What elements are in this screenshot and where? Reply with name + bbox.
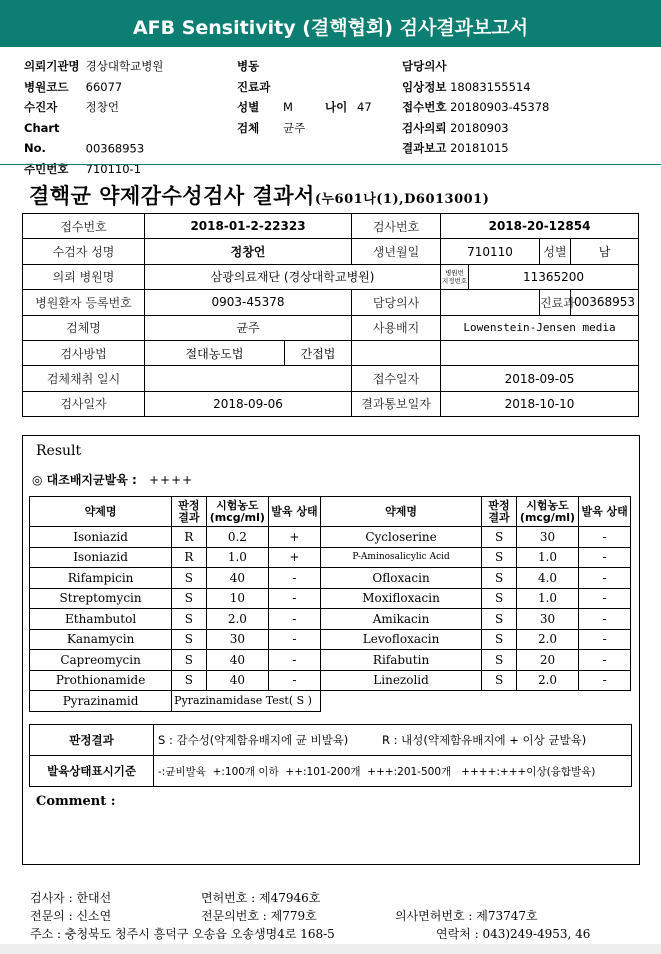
- patient-form-table: [22, 213, 639, 417]
- header-judg-left: 판정 결과: [172, 497, 206, 527]
- growth-right: -: [579, 568, 631, 589]
- sex-label: 성별: [237, 100, 260, 114]
- hospital-number-label: [441, 264, 469, 289]
- legend-table: [29, 724, 632, 787]
- footer-line-1: [30, 889, 111, 906]
- drug-row: [30, 629, 631, 650]
- drug-left: Ethambutol: [30, 609, 172, 630]
- footer-tester: 검사자 : 한대선: [30, 891, 112, 905]
- drug-left: Rifampicin: [30, 568, 172, 589]
- drug-row: [30, 568, 631, 589]
- susceptibility-table: [29, 496, 631, 712]
- bottom-band: [0, 944, 661, 954]
- dept-label: 진료과: [540, 290, 571, 315]
- judg-right: S: [482, 588, 516, 609]
- footer-specialist-no: 전문의번호 : 제779호: [201, 909, 317, 923]
- legend-growth-text: -:균비발육 +:100개 이하 ++:101-200개 +++:201-500개 ++++:+++이상(융합발육): [154, 756, 632, 787]
- age-label: 나이: [325, 100, 348, 114]
- judg-left: S: [172, 568, 206, 589]
- doctor-label: 담당의사: [402, 59, 447, 73]
- test-no-label: 검사번호: [352, 214, 441, 239]
- receipt-no-label: 접수번호: [23, 214, 145, 239]
- specimen-value: 균주: [283, 120, 306, 135]
- patient-value: 정창언: [85, 100, 119, 114]
- drug-row: [30, 609, 631, 630]
- conc-left: 40: [206, 568, 268, 589]
- judg-right: S: [482, 650, 516, 671]
- judg-left: S: [172, 588, 206, 609]
- specimen-label: 검체명: [23, 315, 145, 340]
- age-value: 47: [357, 100, 372, 114]
- conc-left: 30: [206, 629, 268, 650]
- conc-left: 1.0: [206, 547, 268, 568]
- legend-judg-label: 판정결과: [30, 725, 154, 756]
- report-value: 20181015: [450, 141, 509, 155]
- drug-left: Isoniazid: [30, 547, 172, 568]
- growth-right: -: [579, 588, 631, 609]
- specimen-value: 균주: [145, 315, 352, 340]
- legend-judg-r: R : 내성(약제함유배지에 + 이상 균발육): [381, 733, 587, 747]
- hospital-label: 의뢰 병원명: [23, 264, 145, 289]
- control-growth-label: ◎ 대조배지균발육 :: [32, 473, 137, 487]
- conc-right: 4.0: [516, 568, 578, 589]
- drug-row: [30, 670, 631, 691]
- specimen-label: 검체: [237, 120, 260, 135]
- comment-label: Comment :: [36, 794, 116, 809]
- collect-label: 검체채취 일시: [23, 366, 145, 391]
- judg-right: S: [482, 629, 516, 650]
- drug-left: Isoniazid: [30, 527, 172, 548]
- drug-left: Prothionamide: [30, 670, 172, 691]
- judg-left: S: [172, 650, 206, 671]
- conc-left: 10: [206, 588, 268, 609]
- growth-left: -: [269, 650, 321, 671]
- received-label: 접수일자: [352, 366, 441, 391]
- growth-right: -: [579, 547, 631, 568]
- header-growth-left: 발육 상태: [269, 497, 321, 527]
- request-value: 20180903: [450, 120, 509, 135]
- footer-specialist: 전문의 : 신소연: [30, 909, 112, 923]
- hospital-value: 삼광의료재단 (경상대학교병원): [145, 264, 441, 289]
- name-label: 수검자 성명: [23, 239, 145, 264]
- judg-left: R: [172, 527, 206, 548]
- judg-right: S: [482, 670, 516, 691]
- judg-left: S: [172, 670, 206, 691]
- medium-label: 사용배지: [352, 315, 441, 340]
- tested-label: 검사일자: [23, 391, 145, 416]
- sex-value: 남: [571, 239, 639, 264]
- conc-right: 1.0: [516, 547, 578, 568]
- patient-info-right: [402, 56, 549, 159]
- conc-left: 2.0: [206, 609, 268, 630]
- judg-left: S: [172, 629, 206, 650]
- drug-row: [30, 588, 631, 609]
- tested-value: 2018-09-06: [145, 391, 352, 416]
- growth-left: -: [269, 670, 321, 691]
- legend-judg-s: S : 감수성(약제함유배지에 균 비발육): [158, 733, 349, 747]
- ward-label: 병동: [237, 59, 260, 73]
- sex-value: M: [283, 100, 293, 114]
- report-label: 결과보고: [402, 141, 447, 155]
- conc-left: 40: [206, 670, 268, 691]
- drug-right: Rifabutin: [320, 650, 482, 671]
- dept-value: 00368953: [571, 290, 639, 315]
- growth-right: -: [579, 670, 631, 691]
- report-header-title: AFB Sensitivity (결핵협회) 검사결과보고서: [132, 17, 529, 39]
- footer-license: 면허번호 : 제47946호: [201, 891, 321, 905]
- patient-info-left: [24, 56, 163, 179]
- hospital-number-label-2: 지정번호: [441, 276, 468, 285]
- header-drug-right: 약제명: [320, 497, 482, 527]
- legend-judg-text: [154, 725, 632, 756]
- pza-blank: [320, 691, 630, 712]
- drug-row: [30, 650, 631, 671]
- drug-right: Linezolid: [320, 670, 482, 691]
- conc-right: 30: [516, 609, 578, 630]
- drug-left: Streptomycin: [30, 588, 172, 609]
- medium-value: Lowenstein-Jensen media: [441, 315, 639, 340]
- drug-left: Kanamycin: [30, 629, 172, 650]
- drug-row: [30, 547, 631, 568]
- growth-left: -: [269, 568, 321, 589]
- drug-right: P-Aminosalicylic Acid: [320, 547, 482, 568]
- request-label: 검사의뢰: [402, 120, 447, 135]
- doctor-value: [441, 290, 540, 315]
- sex-label: 성별: [540, 239, 571, 264]
- hospital-label: 의뢰기관명: [24, 59, 80, 73]
- conc-right: 20: [516, 650, 578, 671]
- growth-right: -: [579, 650, 631, 671]
- clinical-value: 18083155514: [450, 79, 531, 94]
- header-conc-right: 시험농도 (mcg/ml): [516, 497, 578, 527]
- divider: [0, 164, 661, 165]
- conc-right: 2.0: [516, 670, 578, 691]
- footer-doctor-license: 의사면허번호 : 제73747호: [395, 909, 538, 923]
- hospital-value: 경상대학교병원: [85, 59, 164, 73]
- growth-left: +: [269, 527, 321, 548]
- conc-right: 2.0: [516, 629, 578, 650]
- growth-right: -: [579, 609, 631, 630]
- report-title: [29, 180, 489, 210]
- header-judg-right: 판정 결과: [482, 497, 516, 527]
- drug-right: Amikacin: [320, 609, 482, 630]
- judg-right: S: [482, 609, 516, 630]
- header-conc-left: 시험농도 (mcg/ml): [206, 497, 268, 527]
- name-value: 정창언: [145, 239, 352, 264]
- method-extra: [441, 340, 639, 365]
- hospital-number-value: 11365200: [469, 264, 639, 289]
- accession-label: 접수번호: [402, 100, 447, 114]
- judg-left: S: [172, 609, 206, 630]
- conc-left: 0.2: [206, 527, 268, 548]
- method-blank: [352, 340, 441, 365]
- dob-value: 710110: [441, 239, 540, 264]
- collect-value: [145, 366, 352, 391]
- hospcode-value: 66077: [85, 79, 123, 94]
- clinical-label: 임상정보: [402, 79, 447, 94]
- rrn-value: 710110-1: [85, 161, 142, 176]
- growth-right: -: [579, 629, 631, 650]
- doctor-label: 담당의사: [352, 290, 441, 315]
- control-growth: [32, 471, 193, 488]
- judg-left: R: [172, 547, 206, 568]
- conc-left: 40: [206, 650, 268, 671]
- hospcode-label: 병원코드: [24, 79, 69, 94]
- growth-left: -: [269, 609, 321, 630]
- growth-left: -: [269, 588, 321, 609]
- chart-value: 00368953: [85, 141, 145, 155]
- notify-value: 2018-10-10: [441, 391, 639, 416]
- report-title-main: 결핵균 약제감수성검사 결과서: [29, 183, 315, 208]
- drug-right: Levofloxacin: [320, 629, 482, 650]
- drug-right: Cycloserine: [320, 527, 482, 548]
- header-drug-left: 약제명: [30, 497, 172, 527]
- dob-label: 생년월일: [352, 239, 441, 264]
- report-title-code: (누601나(1),D6013001): [314, 192, 490, 207]
- dept-label: 진료과: [237, 79, 271, 94]
- method-label: 검사방법: [23, 340, 145, 365]
- reg-no-label: 병원환자 등록번호: [23, 290, 145, 315]
- received-value: 2018-09-05: [441, 366, 639, 391]
- header-growth-right: 발육 상태: [579, 497, 631, 527]
- chart-label: Chart No.: [24, 120, 60, 155]
- patient-label: 수진자: [24, 100, 58, 114]
- conc-right: 30: [516, 527, 578, 548]
- legend-growth-label: 발육상태표시기준: [30, 756, 154, 787]
- method-value-2: 간접법: [285, 340, 352, 365]
- method-value-1: 절대농도법: [145, 340, 285, 365]
- growth-left: -: [269, 629, 321, 650]
- judg-right: S: [482, 547, 516, 568]
- result-heading: Result: [36, 443, 82, 459]
- drug-row: [30, 527, 631, 548]
- notify-label: 결과통보일자: [352, 391, 441, 416]
- drug-right: Ofloxacin: [320, 568, 482, 589]
- control-growth-value: ++++: [148, 473, 194, 487]
- reg-no-value: 0903-45378: [145, 290, 352, 315]
- judg-right: S: [482, 527, 516, 548]
- growth-left: +: [269, 547, 321, 568]
- patient-info-mid: [237, 56, 372, 138]
- judg-right: S: [482, 568, 516, 589]
- drug-left: Capreomycin: [30, 650, 172, 671]
- pza-drug: Pyrazinamid: [30, 691, 172, 712]
- footer-address: 주소 : 충청북도 청주시 흥덕구 오송읍 오송생명4로 168-5: [30, 927, 335, 941]
- hospital-number-label-1: 병원번: [445, 268, 464, 277]
- test-no-value: 2018-20-12854: [441, 214, 639, 239]
- footer-contact: 연락처 : 043)249-4953, 46: [436, 927, 591, 941]
- accession-value: 20180903-45378: [450, 100, 550, 114]
- receipt-no-value: 2018-01-2-22323: [145, 214, 352, 239]
- conc-right: 1.0: [516, 588, 578, 609]
- report-header: [0, 0, 661, 47]
- growth-right: -: [579, 527, 631, 548]
- pza-test: Pyrazinamidase Test( S ): [172, 691, 321, 712]
- drug-right: Moxifloxacin: [320, 588, 482, 609]
- rrn-label: 주민번호: [24, 161, 69, 176]
